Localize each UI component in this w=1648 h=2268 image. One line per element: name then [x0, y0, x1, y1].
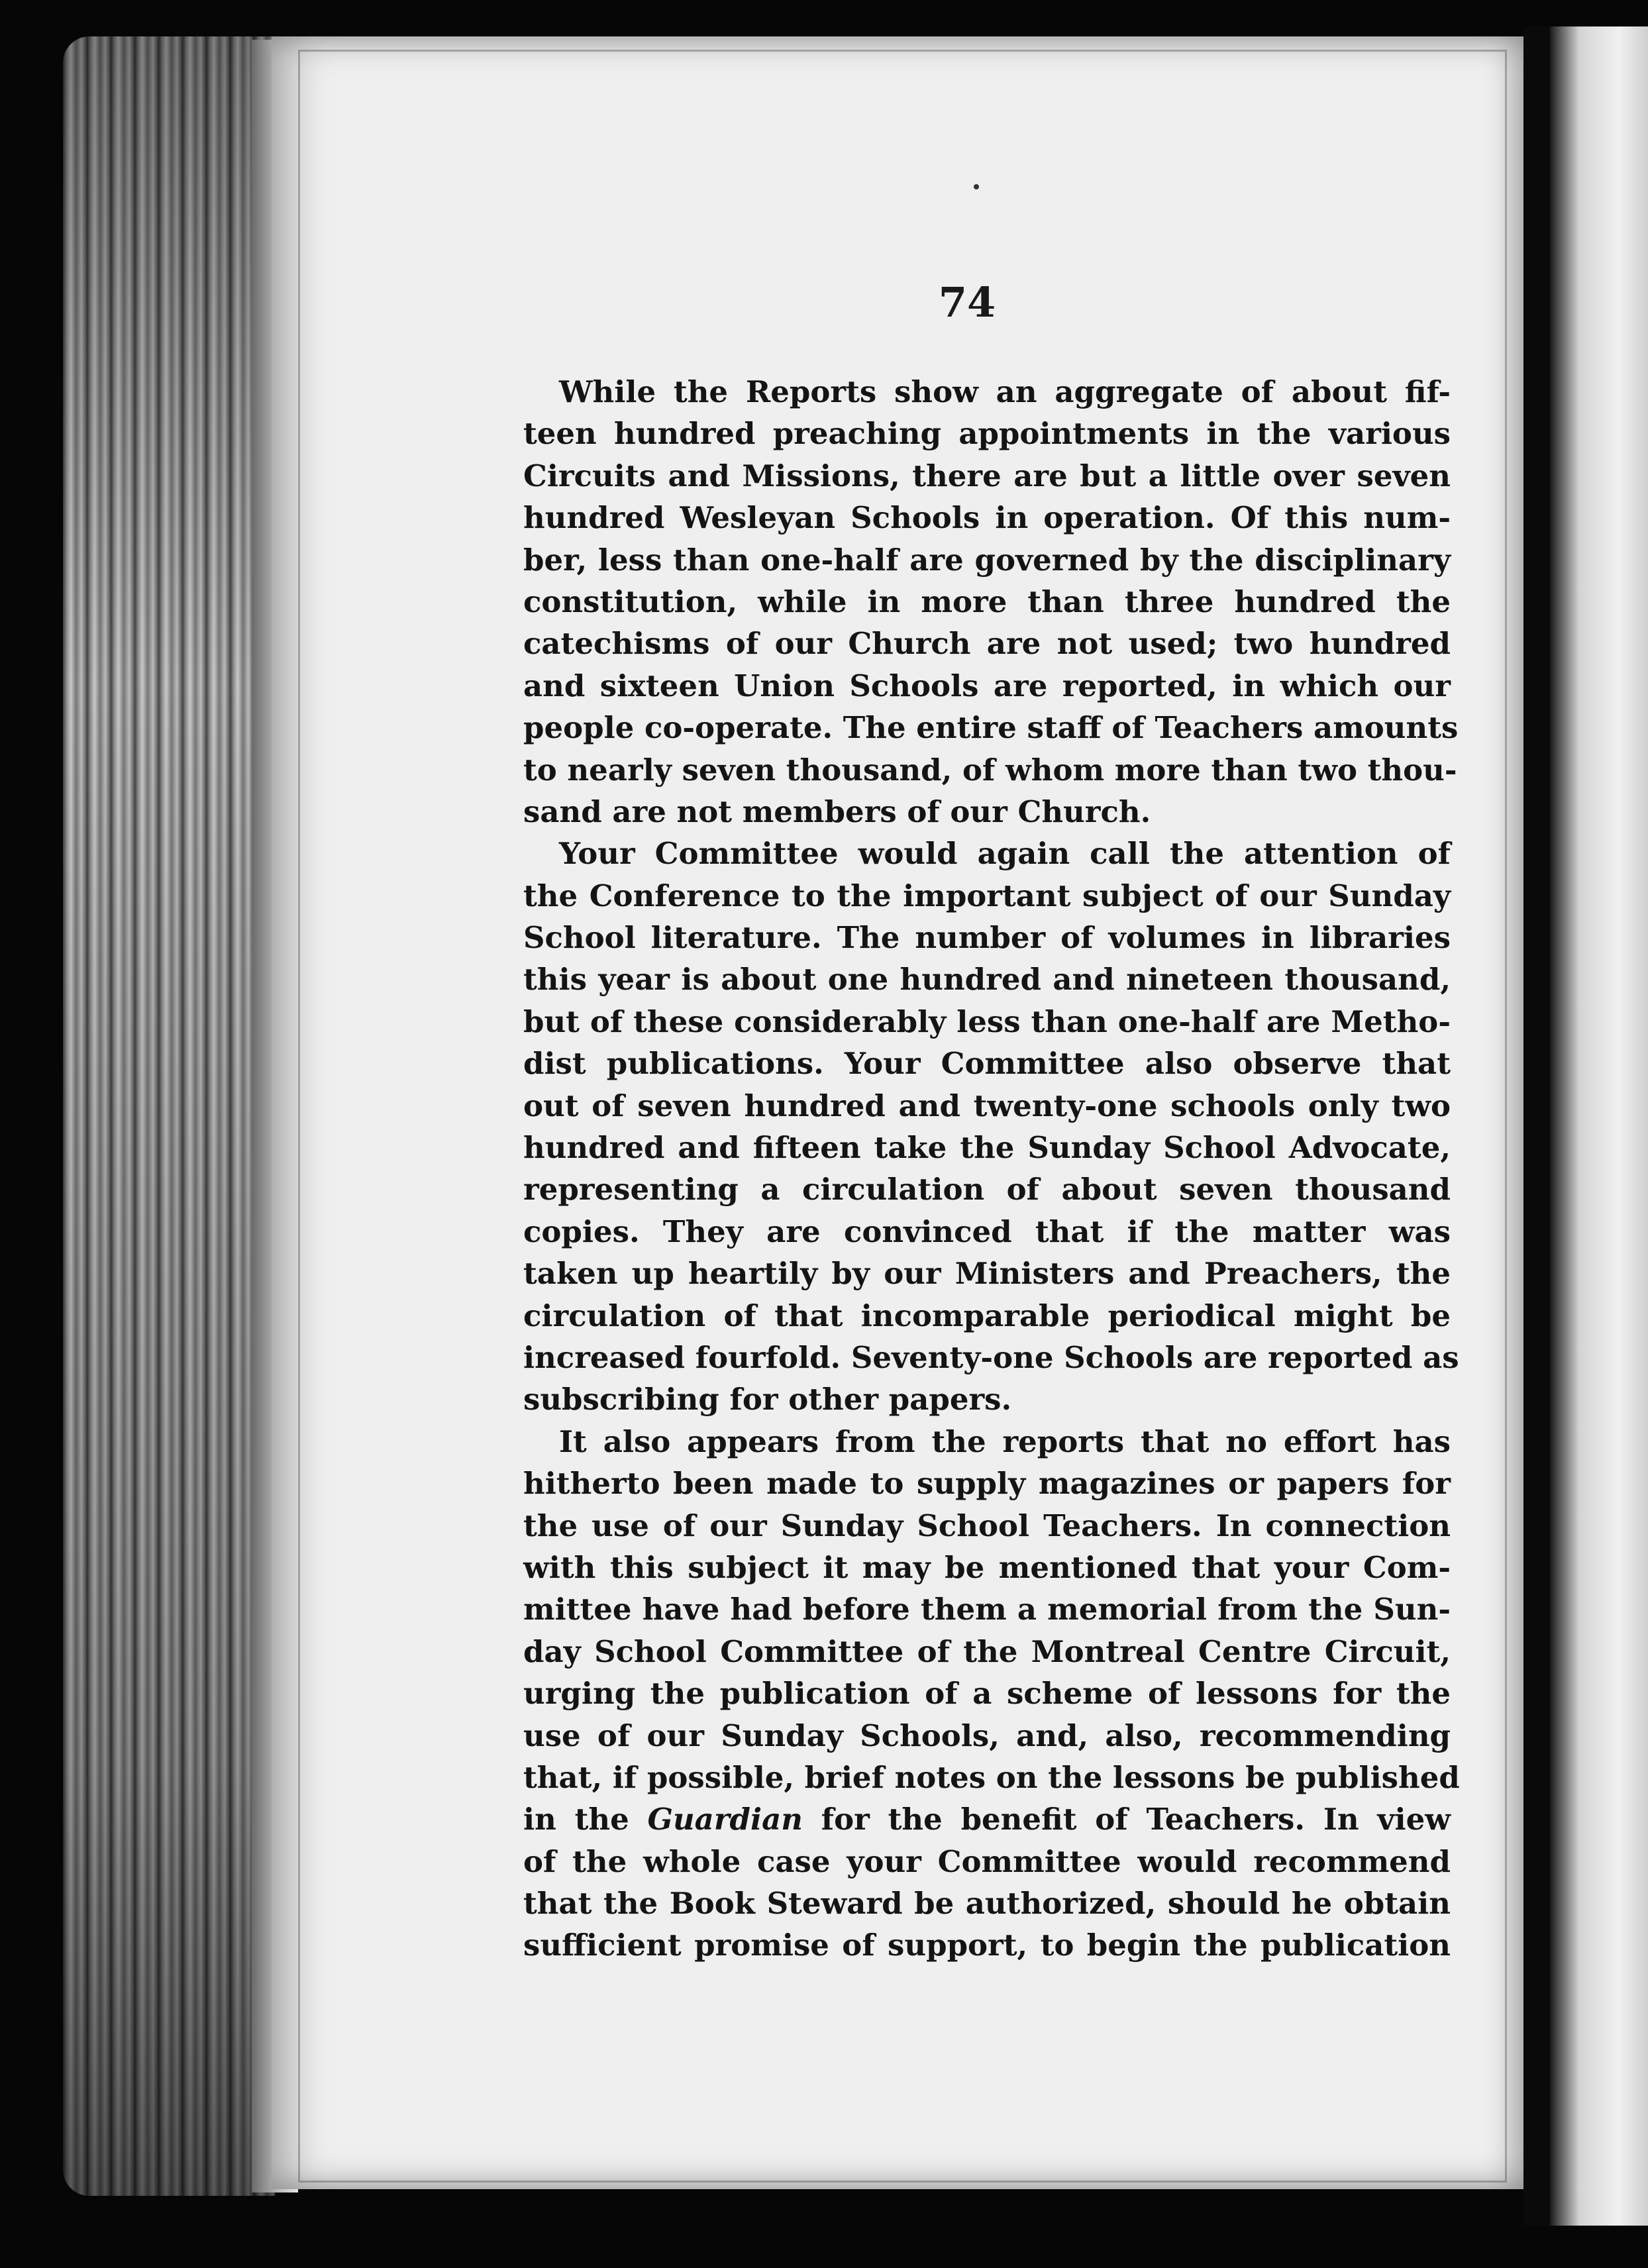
text-line: use of our Sunday Schools, and, also, recommending [523, 1718, 1451, 1753]
text-line: School literature. The number of volumes in libraries [523, 920, 1451, 956]
text-line: subscribing for other papers. [523, 1382, 1012, 1418]
text-line: sand are not members of our Church. [523, 794, 1151, 829]
text-line: the Conference to the important subject of our Sunday [523, 878, 1451, 913]
text-line: urging the publication of a scheme of lessons for the [523, 1676, 1451, 1712]
text-line: It also appears from the reports that no effort has [559, 1423, 1451, 1459]
text-line: constitution, while in more than three hundred the [523, 584, 1451, 619]
text-line: dist publications. Your Committee also observe that [523, 1046, 1451, 1082]
text-line: day School Committee of the Montreal Centre Circuit, [523, 1633, 1451, 1669]
text-line: of the whole case your Committee would recommend [523, 1843, 1451, 1879]
text-line: hundred Wesleyan Schools in operation. Of this num- [523, 500, 1451, 536]
text-line: teen hundred preaching appointments in the various [523, 416, 1451, 452]
text-line: taken up heartily by our Ministers and Preachers, the [523, 1256, 1451, 1292]
page-number: 74 [938, 278, 996, 327]
ink-speck [974, 184, 979, 189]
text-line: mittee have had before them a memorial from the Sun- [523, 1592, 1451, 1627]
text-line: ber, less than one-half are governed by the disciplinary [523, 542, 1451, 578]
book-gutter [1523, 26, 1550, 2226]
text-line-with-italic [523, 1798, 1451, 1840]
text-line: with this subject it may be mentioned that your Com- [523, 1549, 1451, 1585]
italic-word: Guardian [647, 1802, 803, 1837]
facing-page-edge [1550, 26, 1648, 2226]
text-line: people co-operate. The entire staff of Teachers amounts [523, 710, 1459, 746]
text-line: this year is about one hundred and nineteen thousand, [523, 962, 1451, 998]
text-fragment: in the [523, 1802, 629, 1837]
body-text [523, 371, 1460, 1967]
text-line: that, if possible, brief notes on the lessons be published [523, 1759, 1460, 1795]
text-line: Circuits and Missions, there are but a little over seven [523, 458, 1451, 493]
text-line: circulation of that incomparable periodical might be [523, 1298, 1451, 1333]
text-line: representing a circulation of about seven thousand [523, 1172, 1451, 1208]
text-line: the use of our Sunday School Teachers. In connection [523, 1508, 1451, 1543]
text-fragment: for the benefit of Teachers. In view [821, 1802, 1451, 1837]
text-line: Your Committee would again call the attention of [559, 836, 1451, 872]
text-line: to nearly seven thousand, of whom more than two thou- [523, 752, 1457, 788]
text-line: sufficient promise of support, to begin the publication [523, 1928, 1451, 1963]
text-line: hundred and fifteen take the Sunday School Advocate, [523, 1130, 1451, 1166]
text-line: copies. They are convinced that if the matter was [523, 1213, 1451, 1249]
text-line: and sixteen Union Schools are reported, in which our [523, 668, 1451, 703]
text-line: catechisms of our Church are not used; two hundred [523, 626, 1451, 662]
text-line: that the Book Steward be authorized, should he obtain [523, 1886, 1451, 1922]
text-line: hitherto been made to supply magazines or papers for [523, 1466, 1451, 1502]
text-line: but of these considerably less than one-half are Metho- [523, 1004, 1451, 1039]
text-line: While the Reports show an aggregate of about fif- [559, 374, 1451, 409]
text-line: out of seven hundred and twenty-one schools only two [523, 1088, 1451, 1123]
stacked-page-edges [63, 36, 275, 2196]
text-line: increased fourfold. Seventy-one Schools are reported as [523, 1339, 1459, 1375]
